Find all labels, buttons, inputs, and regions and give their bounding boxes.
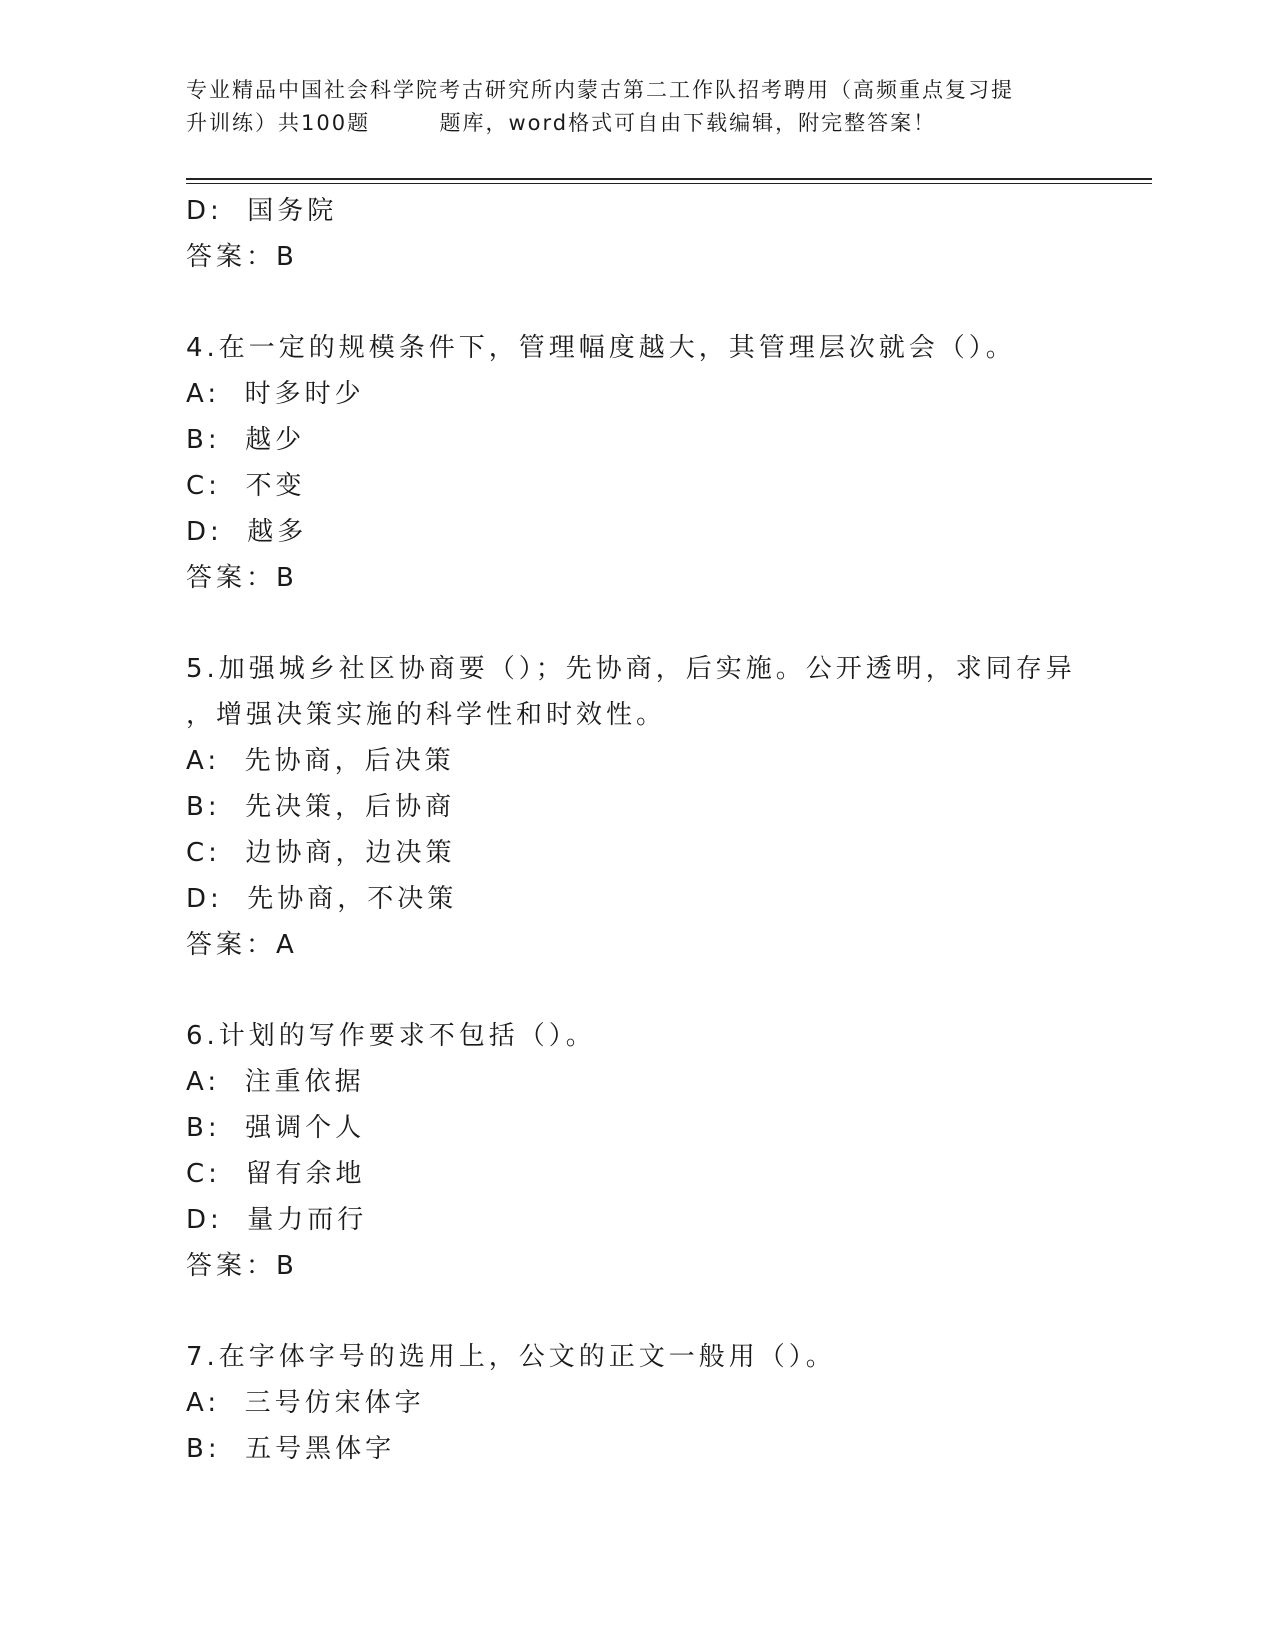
q4-answer: 答案：B bbox=[186, 563, 298, 593]
q5-text-line-2: ，增强决策实施的科学性和时效性。 bbox=[186, 700, 667, 730]
q6-option-c: C: 留有余地 bbox=[186, 1159, 366, 1189]
document-body bbox=[186, 188, 1146, 1472]
q5-option-b: B: 先决策，后协商 bbox=[186, 792, 456, 822]
q5-option-c: C: 边协商，边决策 bbox=[186, 838, 456, 868]
q5-option-a: A: 先协商，后决策 bbox=[186, 746, 455, 776]
q6-option-b: B: 强调个人 bbox=[186, 1113, 366, 1143]
q6-answer: 答案：B bbox=[186, 1251, 298, 1281]
q5-option-d: D: 先协商，不决策 bbox=[186, 884, 458, 914]
header-divider-thin bbox=[186, 183, 1152, 184]
q4-option-b: B: 越少 bbox=[186, 425, 306, 455]
header-divider-thick bbox=[186, 178, 1152, 180]
q7-option-b: B: 五号黑体字 bbox=[186, 1434, 396, 1464]
q4-option-a: A: 时多时少 bbox=[186, 379, 365, 409]
q7-option-a: A: 三号仿宋体字 bbox=[186, 1388, 425, 1418]
q4-text: 4.在一定的规模条件下，管理幅度越大，其管理层次就会（）。 bbox=[186, 333, 1016, 363]
q5-answer: 答案：A bbox=[186, 930, 298, 960]
header-title-line-1: 专业精品中国社会科学院考古研究所内蒙古第二工作队招考聘用（高频重点复习提 bbox=[186, 78, 1014, 102]
q4-option-c: C: 不变 bbox=[186, 471, 306, 501]
q3-answer: 答案：B bbox=[186, 242, 298, 272]
document-header bbox=[186, 74, 1086, 140]
q4-option-d: D: 越多 bbox=[186, 517, 308, 547]
q5-text-line-1: 5.加强城乡社区协商要（）；先协商，后实施。公开透明，求同存异 bbox=[186, 654, 1076, 684]
q3-option-d: D: 国务院 bbox=[186, 196, 338, 226]
q7-text: 7.在字体字号的选用上，公文的正文一般用（）。 bbox=[186, 1342, 836, 1372]
q6-text: 6.计划的写作要求不包括（）。 bbox=[186, 1021, 596, 1051]
q6-option-d: D: 量力而行 bbox=[186, 1205, 368, 1235]
q6-option-a: A: 注重依据 bbox=[186, 1067, 365, 1097]
header-title-line-2: 升训练）共100题 题库，word格式可自由下载编辑，附完整答案！ bbox=[186, 111, 937, 135]
